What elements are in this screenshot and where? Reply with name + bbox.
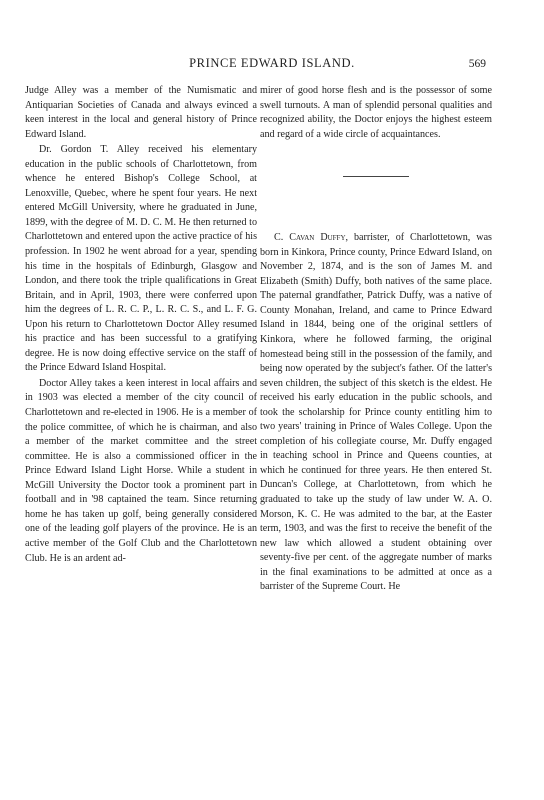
paragraph-cavan-duffy [260,231,492,595]
paragraph-gordon-alley-affairs: Doctor Alley takes a keen interest in local affairs and in 1903 was elected a member of the city council of Charlottetown and re-elected in 1906. He is a member of the police committee, of which he is chairman, and also a member of the market committee and the street committee. He is also a commissioned officer in the Prince Edward Island Light Horse. While a student in McGill University the Doctor took a prominent part in football and in '98 captained the team. Since returning home he has taken up golf, being generally considered one of the leading golf players of the province. He is an active member of the Golf Club and the Charlottetown Club. He is an ardent ad- [25,377,257,564]
paragraph-gordon-alley-education: Dr. Gordon T. Alley received his elementary education in the public schools of Charlottetown, from whence he entered Bishop's College School, at Lenoxville, Quebec, where he spent four years. He next entered McGill University, where he graduated in June, 1899, with the degree of M. D. C. M. He then returned to Charlottetown and entered upon the active practice of his profession. In 1902 he went abroad for a year, spending his time in the hospitals of Edinburgh, Glasgow and London, and there took the triple qualifications in Great Britain, and in April, 1903, there were conferred upon him the degrees of L. R. C. P., L. R. C. S., and L. F. G. Upon his return to Charlottetown Doctor Alley resumed his practice and has been successful to a gratifying degree. He is now doing effective service on the staff of the Prince Edward Island Hospital. [25,144,257,374]
left-column [25,84,257,566]
lead-name: C. Cavan Duffy, [274,232,349,244]
section-divider [343,176,409,177]
paragraph-continuation: mirer of good horse flesh and is the possessor of some swell turnouts. A man of splendid personal qualities and recognized ability, the Doctor enjoys the highest esteem and regard of a wide circle of acquaintances. [260,85,492,140]
paragraph-cavan-duffy-text: barrister, of Charlottetown, was born in Kinkora, Prince county, Prince Edward Island, on November 2, 1874, and is the son of James M. and Elizabeth (Smith) Duffy, both natives of the same place. The paternal grandfather, Patrick Duffy, was a native of County Monahan, Ireland, and came to Prince Edward Island in 1844, being one of the original settlers of Kinkora, where he followed farming, the original homestead being still in the possession of the family, and being now operated by the subject's father. Of the latter's seven children, the subject of this sketch is the eldest. He received his early education in the public schools, and took the scholarship for Prince county entitling him to two years' training in Prince of Wales College. Upon the completion of his collegiate course, Mr. Duffy engaged in teaching school in Prince and Queens counties, at which he continued for three years. He then entered St. Duncan's College, at Charlottetown, from which he graduated to take up the study of law under W. A. O. Morson, K. C. He was admited to the bar, at the Easter term, 1903, and was the first to receive the benefit of the new law which allowed a student obtaining over seventy-five per cent. of the aggregate number of marks in the final examinations to be admitted at once as a barrister of the Supreme Court. He [260,232,492,593]
page-number: 569 [468,58,486,70]
right-column [260,84,492,595]
running-header: PRINCE EDWARD ISLAND. [189,56,355,70]
paragraph-judge-alley: Judge Alley was a member of the Numismatic and Antiquarian Societies of Canada and always evinced a keen interest in the local and general history of Prince Edward Island. [25,85,257,140]
